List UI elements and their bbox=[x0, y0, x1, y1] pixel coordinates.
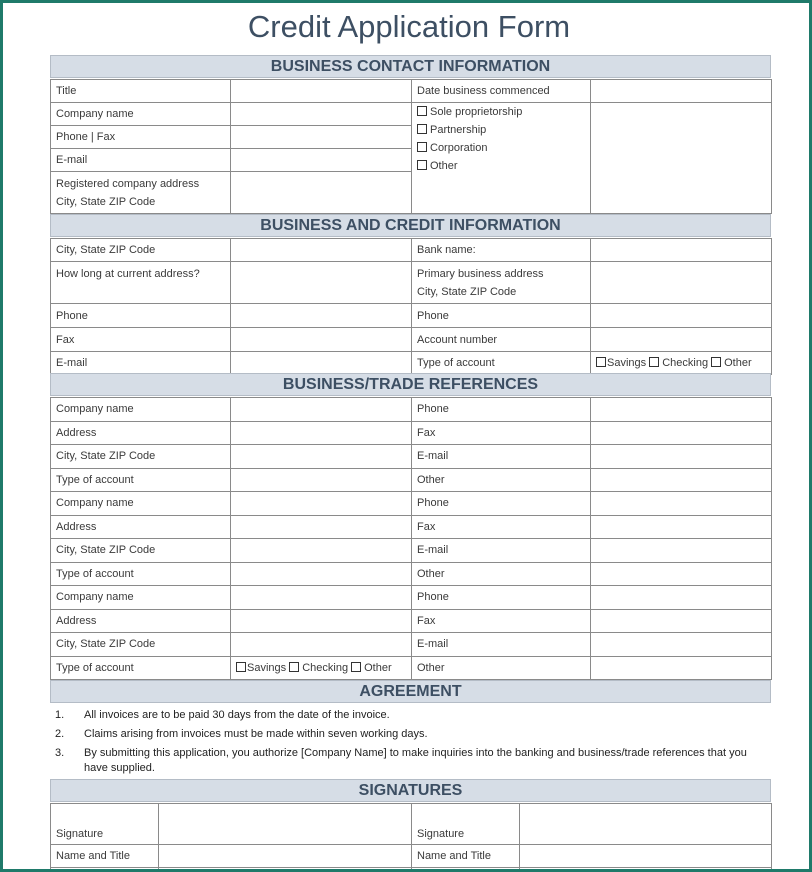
field-ref1-city[interactable] bbox=[231, 445, 412, 469]
label-ref2-type: Type of account bbox=[51, 562, 231, 586]
field-registered-address[interactable] bbox=[231, 172, 412, 214]
label-registered-address-line1: Registered company address bbox=[56, 178, 200, 190]
checkbox-label: Savings bbox=[607, 357, 647, 369]
label-ref1-company: Company name bbox=[51, 398, 231, 422]
field-ref3-address[interactable] bbox=[231, 609, 412, 633]
label-ref2-other: Other bbox=[412, 562, 591, 586]
checkbox-other[interactable] bbox=[417, 157, 585, 175]
agreement-item-text: Claims arising from invoices must be made within seven working days. bbox=[84, 728, 428, 740]
field-ref1-email[interactable] bbox=[591, 445, 772, 469]
checkbox-corporation[interactable] bbox=[417, 139, 585, 157]
field-ref3-fax[interactable] bbox=[591, 609, 772, 633]
agreement-item-text: By submitting this application, you authorize [Company Name] to make inquiries into the banking and business/trade references that you have supplied. bbox=[84, 747, 747, 774]
field-credit-phone[interactable] bbox=[231, 304, 412, 328]
label-ref1-city: City, State ZIP Code bbox=[51, 445, 231, 469]
label-ref3-email: E-mail bbox=[412, 633, 591, 657]
checkbox-icon bbox=[417, 106, 427, 116]
checkbox-label: Savings bbox=[247, 661, 287, 674]
field-account-number[interactable] bbox=[591, 328, 772, 352]
checkbox-other[interactable] bbox=[351, 662, 392, 674]
checkbox-savings[interactable] bbox=[236, 662, 286, 674]
label-ref1-fax: Fax bbox=[412, 421, 591, 445]
contact-table bbox=[50, 79, 772, 214]
checkbox-partnership[interactable] bbox=[417, 121, 585, 139]
field-ref2-other[interactable] bbox=[591, 562, 772, 586]
checkbox-icon bbox=[236, 662, 246, 672]
field-ref2-company[interactable] bbox=[231, 492, 412, 516]
label-credit-fax: Fax bbox=[51, 328, 231, 352]
field-extra-right[interactable] bbox=[520, 868, 772, 872]
field-name-title-right[interactable] bbox=[520, 845, 772, 868]
checkbox-icon bbox=[649, 357, 659, 367]
checkbox-icon bbox=[417, 160, 427, 170]
label-credit-email: E-mail bbox=[51, 352, 231, 375]
business-type-list bbox=[412, 103, 591, 214]
checkbox-icon bbox=[417, 142, 427, 152]
field-ref1-type[interactable] bbox=[231, 468, 412, 492]
checkbox-other[interactable] bbox=[711, 357, 752, 369]
label-ref1-email: E-mail bbox=[412, 445, 591, 469]
signatures-table bbox=[50, 803, 772, 872]
label-name-title-right: Name and Title bbox=[412, 845, 520, 868]
label-ref3-type: Type of account bbox=[51, 656, 231, 680]
label-registered-address-line2: City, State ZIP Code bbox=[56, 196, 156, 208]
label-bank-name: Bank name: bbox=[412, 239, 591, 262]
field-ref3-company[interactable] bbox=[231, 586, 412, 610]
label-ref2-phone: Phone bbox=[412, 492, 591, 516]
label-ref1-other: Other bbox=[412, 468, 591, 492]
agreement-item bbox=[50, 727, 771, 742]
field-ref1-company[interactable] bbox=[231, 398, 412, 422]
section-header-references: BUSINESS/TRADE REFERENCES bbox=[50, 373, 771, 396]
field-ref2-city[interactable] bbox=[231, 539, 412, 563]
field-ref1-address[interactable] bbox=[231, 421, 412, 445]
section-header-signatures: SIGNATURES bbox=[50, 779, 771, 802]
agreement-item bbox=[50, 708, 771, 723]
label-ref1-type: Type of account bbox=[51, 468, 231, 492]
checkbox-label: Checking bbox=[302, 661, 349, 674]
field-bank-phone[interactable] bbox=[591, 304, 772, 328]
field-title[interactable] bbox=[231, 80, 412, 103]
label-primary-address-line1: Primary business address bbox=[417, 268, 544, 280]
label-registered-address bbox=[51, 172, 231, 214]
label-ref2-address: Address bbox=[51, 515, 231, 539]
field-bank-name[interactable] bbox=[591, 239, 772, 262]
label-type-of-account: Type of account bbox=[412, 352, 591, 375]
label-ref3-phone: Phone bbox=[412, 586, 591, 610]
label-ref3-other: Other bbox=[412, 656, 591, 680]
checkbox-label: Other bbox=[364, 661, 392, 674]
label-signature-right: Signature bbox=[412, 804, 520, 845]
field-ref3-other[interactable] bbox=[591, 656, 772, 680]
field-phone-fax[interactable] bbox=[231, 126, 412, 149]
section-header-agreement: AGREEMENT bbox=[50, 680, 771, 703]
label-ref2-email: E-mail bbox=[412, 539, 591, 563]
label-ref1-phone: Phone bbox=[412, 398, 591, 422]
field-ref2-phone[interactable] bbox=[591, 492, 772, 516]
label-ref1-address: Address bbox=[51, 421, 231, 445]
label-phone-fax: Phone | Fax bbox=[51, 126, 231, 149]
field-credit-city[interactable] bbox=[231, 239, 412, 262]
field-ref2-email[interactable] bbox=[591, 539, 772, 563]
field-ref3-email[interactable] bbox=[591, 633, 772, 657]
field-extra-left[interactable] bbox=[159, 868, 412, 872]
field-primary-address[interactable] bbox=[591, 262, 772, 304]
checkbox-checking[interactable] bbox=[649, 357, 708, 369]
page-title: Credit Application Form bbox=[247, 9, 571, 44]
checkbox-icon bbox=[289, 662, 299, 672]
field-ref1-other[interactable] bbox=[591, 468, 772, 492]
checkbox-checking[interactable] bbox=[289, 662, 348, 674]
label-company-name: Company name bbox=[51, 103, 231, 126]
label-primary-address bbox=[412, 262, 591, 304]
field-ref2-type[interactable] bbox=[231, 562, 412, 586]
field-date-commenced[interactable] bbox=[591, 80, 772, 103]
label-name-title-left: Name and Title bbox=[51, 845, 159, 868]
field-ref1-fax[interactable] bbox=[591, 421, 772, 445]
label-bank-phone: Phone bbox=[412, 304, 591, 328]
label-title: Title bbox=[51, 80, 231, 103]
section-header-credit: BUSINESS AND CREDIT INFORMATION bbox=[50, 214, 771, 237]
label-how-long: How long at current address? bbox=[51, 262, 231, 304]
label-extra-left bbox=[51, 868, 159, 872]
field-credit-fax[interactable] bbox=[231, 328, 412, 352]
field-ref1-phone[interactable] bbox=[591, 398, 772, 422]
credit-table bbox=[50, 238, 772, 375]
field-how-long[interactable] bbox=[231, 262, 412, 304]
field-ref2-address[interactable] bbox=[231, 515, 412, 539]
references-table bbox=[50, 397, 772, 680]
label-ref3-fax: Fax bbox=[412, 609, 591, 633]
agreement-item-text: All invoices are to be paid 30 days from the date of the invoice. bbox=[84, 709, 390, 721]
label-extra-right bbox=[412, 868, 520, 872]
agreement-item-number: 1. bbox=[55, 709, 65, 721]
field-name-title-left[interactable] bbox=[159, 845, 412, 868]
label-ref3-city: City, State ZIP Code bbox=[51, 633, 231, 657]
checkbox-icon bbox=[417, 124, 427, 134]
field-company-name[interactable] bbox=[231, 103, 412, 126]
field-signature-left[interactable] bbox=[159, 804, 412, 845]
checkbox-label: Other bbox=[724, 357, 752, 369]
agreement-item-number: 3. bbox=[55, 747, 65, 759]
agreement-item-number: 2. bbox=[55, 728, 65, 740]
checkbox-label: Partnership bbox=[430, 124, 487, 136]
label-ref3-address: Address bbox=[51, 609, 231, 633]
checkbox-label: Corporation bbox=[430, 142, 488, 154]
field-signature-right[interactable] bbox=[520, 804, 772, 845]
checkbox-icon bbox=[351, 662, 361, 672]
label-primary-address-line2: City, State ZIP Code bbox=[417, 286, 517, 298]
checkbox-label: Other bbox=[430, 160, 458, 172]
label-ref2-fax: Fax bbox=[412, 515, 591, 539]
field-business-type-notes[interactable] bbox=[591, 103, 772, 214]
section-header-contact: BUSINESS CONTACT INFORMATION bbox=[50, 55, 771, 78]
checkbox-label: Sole proprietorship bbox=[430, 106, 523, 118]
checkbox-savings[interactable] bbox=[596, 357, 646, 369]
label-date-commenced: Date business commenced bbox=[412, 80, 591, 103]
field-ref2-fax[interactable] bbox=[591, 515, 772, 539]
field-email[interactable] bbox=[231, 149, 412, 172]
label-email: E-mail bbox=[51, 149, 231, 172]
agreement-list bbox=[50, 708, 771, 780]
label-signature-left: Signature bbox=[51, 804, 159, 845]
field-ref3-phone[interactable] bbox=[591, 586, 772, 610]
label-ref2-company: Company name bbox=[51, 492, 231, 516]
checkbox-icon bbox=[711, 357, 721, 367]
label-ref2-city: City, State ZIP Code bbox=[51, 539, 231, 563]
ref3-account-type-options bbox=[231, 656, 412, 680]
field-ref3-city[interactable] bbox=[231, 633, 412, 657]
label-credit-city: City, State ZIP Code bbox=[51, 239, 231, 262]
field-credit-email[interactable] bbox=[231, 352, 412, 375]
checkbox-label: Checking bbox=[662, 357, 709, 369]
checkbox-sole-proprietorship[interactable] bbox=[417, 103, 585, 121]
account-type-options bbox=[591, 352, 772, 375]
label-account-number: Account number bbox=[412, 328, 591, 352]
label-ref3-company: Company name bbox=[51, 586, 231, 610]
checkbox-icon bbox=[596, 357, 606, 367]
label-credit-phone: Phone bbox=[51, 304, 231, 328]
agreement-item bbox=[50, 746, 771, 776]
